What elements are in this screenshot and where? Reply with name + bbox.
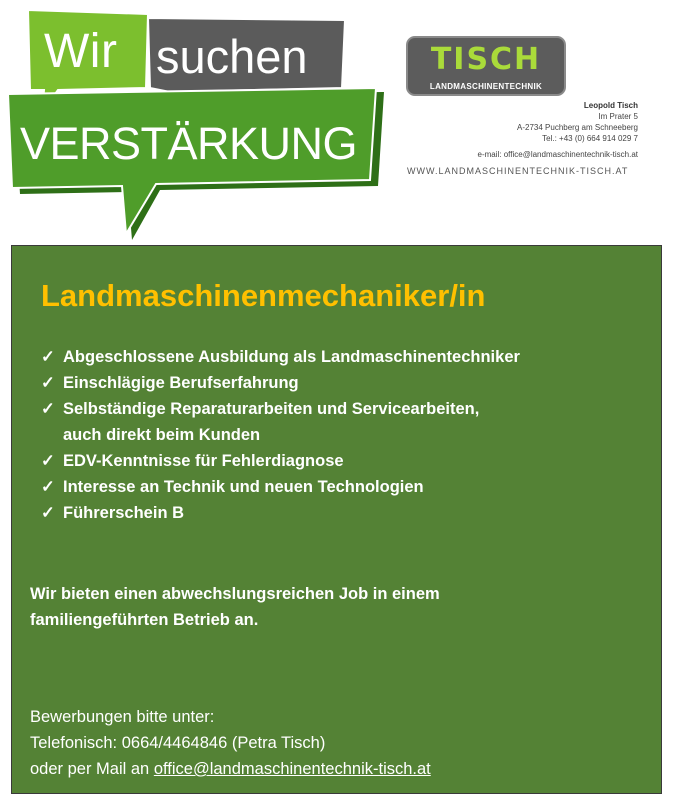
requirement-item: ✓ Interesse an Technik und neuen Technologien xyxy=(41,474,520,500)
check-icon: ✓ xyxy=(41,348,55,366)
check-icon: ✓ xyxy=(41,374,55,392)
requirement-item: ✓ Selbständige Reparaturarbeiten und Servicearbeiten, xyxy=(41,396,520,422)
job-title: Landmaschinenmechaniker/in xyxy=(41,278,486,313)
requirement-continuation: auch direkt beim Kunden xyxy=(63,426,261,444)
apply-line-1: Bewerbungen bitte unter: xyxy=(30,708,215,726)
apply-phone: Telefonisch: 0664/4464846 (Petra Tisch) xyxy=(30,734,326,752)
offer-line-2: familiengeführten Betrieb an. xyxy=(30,611,259,629)
company-website: WWW.LANDMASCHINENTECHNIK-TISCH.AT xyxy=(407,166,629,176)
headline-suchen: suchen xyxy=(156,30,308,83)
requirement-item: ✓ Einschlägige Berufserfahrung xyxy=(41,370,520,396)
contact-street: Im Prater 5 xyxy=(598,112,638,121)
requirement-item: ✓ Führerschein B xyxy=(41,500,520,526)
company-contact xyxy=(517,100,638,144)
headline-wir: Wir xyxy=(44,25,118,78)
contact-name: Leopold Tisch xyxy=(583,101,638,110)
check-icon: ✓ xyxy=(41,400,55,418)
header-graphic xyxy=(0,0,673,245)
logo-subtitle: LANDMASCHINENTECHNIK xyxy=(429,82,543,91)
contact-email: e-mail: office@landmaschinentechnik-tisch.at xyxy=(477,150,638,159)
check-icon: ✓ xyxy=(41,504,55,522)
contact-phone: Tel.: +43 (0) 664 914 029 7 xyxy=(542,134,638,143)
offer-line-1: Wir bieten einen abwechslungsreichen Job in einem xyxy=(30,585,440,603)
offer-text xyxy=(30,581,440,633)
requirements-list xyxy=(41,344,520,526)
check-icon: ✓ xyxy=(41,452,55,470)
contact-city: A-2734 Puchberg am Schneeberg xyxy=(517,123,638,132)
company-logo xyxy=(406,36,566,96)
check-icon: ✓ xyxy=(41,478,55,496)
logo-text: TISCH xyxy=(430,42,542,77)
apply-email-link[interactable]: office@landmaschinentechnik-tisch.at xyxy=(153,760,431,778)
application-info xyxy=(30,704,431,782)
apply-line-3: oder per Mail an office@landmaschinentechnik-tisch.at xyxy=(30,760,431,778)
headline-verstaerkung: VERSTÄRKUNG xyxy=(20,118,358,169)
requirement-item: ✓ Abgeschlossene Ausbildung als Landmaschinentechniker xyxy=(41,344,520,370)
job-panel xyxy=(11,245,662,794)
requirement-item: ✓ EDV-Kenntnisse für Fehlerdiagnose xyxy=(41,448,520,474)
